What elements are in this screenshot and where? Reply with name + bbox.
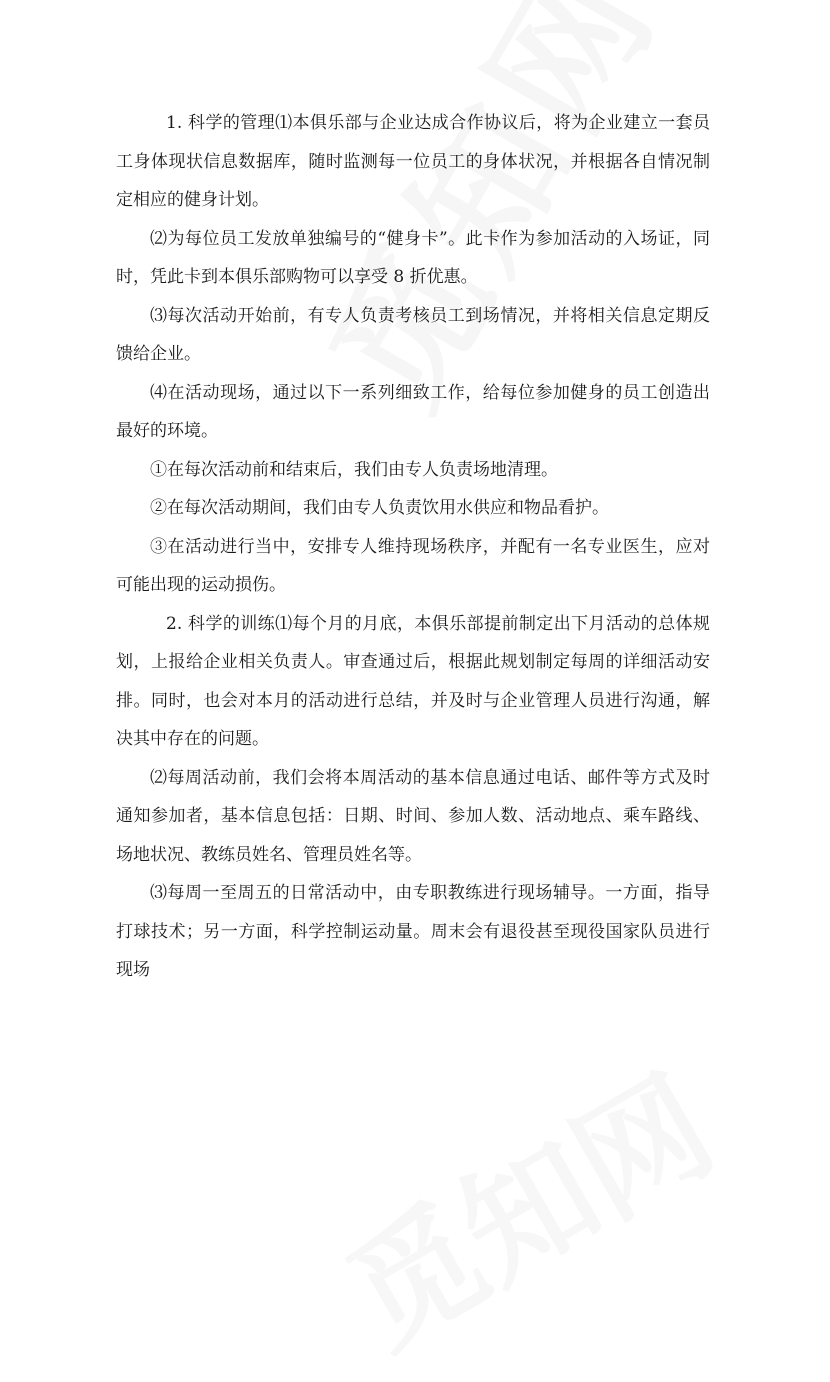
paragraph-onsite-work: ⑷在活动现场，通过以下一系列细致工作，给每位参加健身的员工创造出最好的环境。 bbox=[116, 382, 710, 441]
paragraph-training-intro: 2. 科学的训练⑴每个月的月底，本俱乐部提前制定出下月活动的总体规划，上报给企业相关负责人。审查通过后，根据此规划制定每周的详细活动安排。同时，也会对本月的活动进行总结，并及时与企业管理人员进行沟通，解决其中存在的问题。 bbox=[116, 613, 710, 749]
paragraph-order-medical: ③在活动进行当中，安排专人维持现场秩序，并配有一名专业医生，应对可能出现的运动损伤。 bbox=[116, 536, 710, 595]
paragraph-weekly-notice: ⑵每周活动前，我们会将本周活动的基本信息通过电话、邮件等方式及时通知参加者，基本信息包括：日期、时间、参加人数、活动地点、乘车路线、场地状况、教练员姓名、管理员姓名等。 bbox=[116, 767, 710, 865]
paragraph-fitness-card: ⑵为每位员工发放单独编号的“健身卡”。此卡作为参加活动的入场证，同时，凭此卡到本俱乐部购物可以享受 8 折优惠。 bbox=[116, 228, 710, 287]
watermark-lower bbox=[309, 1025, 740, 1382]
paragraph-venue-cleaning: ①在每次活动前和结束后，我们由专人负责场地清理。 bbox=[150, 459, 558, 480]
paragraph-attendance-check: ⑶每次活动开始前，有专人负责考核员工到场情况，并将相关信息定期反馈给企业。 bbox=[116, 305, 710, 364]
paragraph-management-intro: 1. 科学的管理⑴本俱乐部与企业达成合作协议后，将为企业建立一套员工身体现状信息数据库，随时监测每一位员工的身体状况，并根据各自情况制定相应的健身计划。 bbox=[116, 113, 710, 210]
document-body bbox=[116, 104, 710, 990]
paragraph-water-supply: ②在每次活动期间，我们由专人负责饮用水供应和物品看护。 bbox=[150, 498, 609, 518]
paragraph-daily-coaching: ⑶每周一至周五的日常活动中，由专职教练进行现场辅导。一方面，指导打球技术；另一方面，科学控制运动量。周末会有退役甚至现役国家队员进行现场 bbox=[116, 883, 710, 980]
